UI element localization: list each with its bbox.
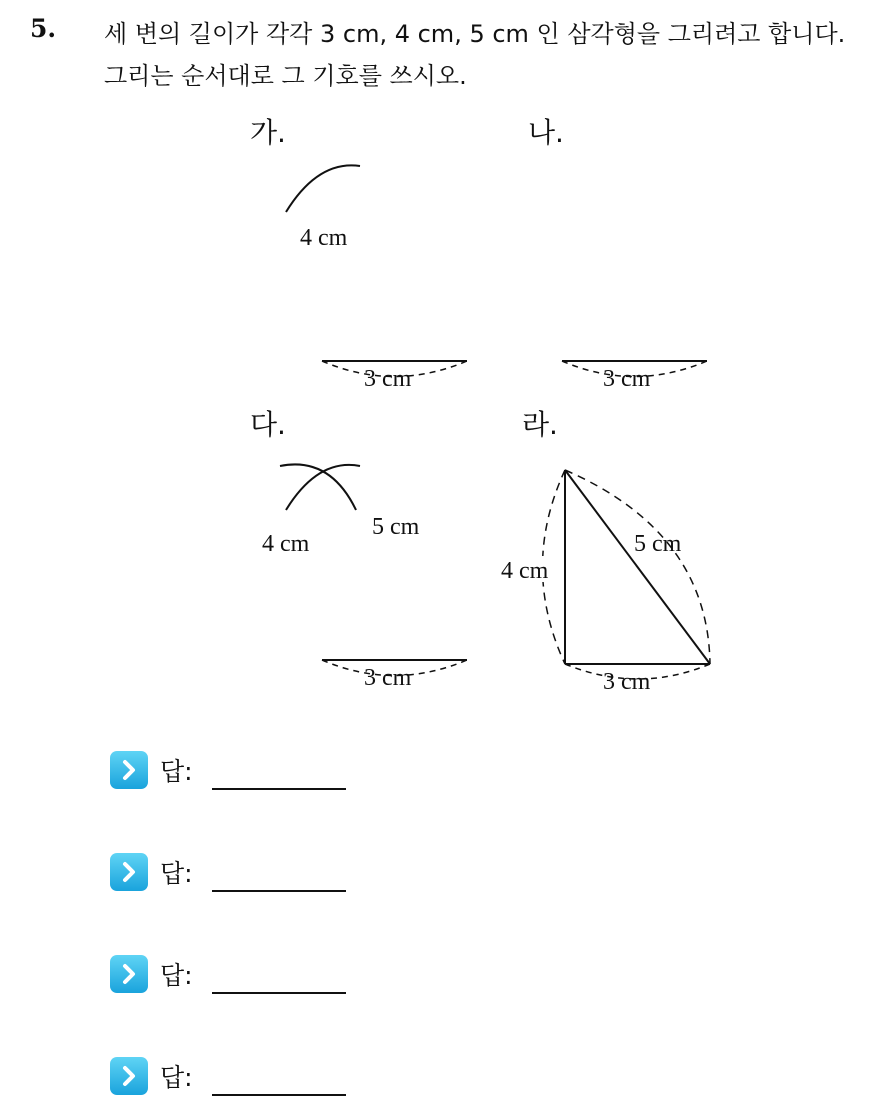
panel-ga <box>250 116 467 392</box>
question-text-line-1: 세 변의 길이가 각각 3 cm, 4 cm, 5 cm 인 삼각형을 그리려고 합니다. <box>104 20 846 48</box>
panel-ra-label: 라. <box>522 408 558 441</box>
chevron-right-icon <box>110 751 148 789</box>
answer-label: 답: <box>160 757 193 786</box>
answer-blank-2[interactable] <box>212 890 346 892</box>
panel-ra <box>500 408 710 695</box>
panel-ra-hyp-label: 5 cm <box>634 531 682 557</box>
question-text-line-2: 그리는 순서대로 그 기호를 쓰시오. <box>104 62 467 90</box>
question-number: 5. <box>30 14 57 43</box>
panel-na <box>528 116 707 392</box>
answer-blank-4[interactable] <box>212 1094 346 1096</box>
panel-na-base-label: 3 cm <box>603 366 651 392</box>
chevron-right-icon <box>110 1057 148 1095</box>
answer-row-4 <box>110 1054 193 1098</box>
panel-da-base-label: 3 cm <box>364 665 412 691</box>
panel-da-arc-right-label: 5 cm <box>372 514 420 540</box>
panel-da <box>250 408 467 691</box>
panel-ra-base-label: 3 cm <box>603 669 651 695</box>
chevron-right-icon <box>110 853 148 891</box>
chevron-right-icon <box>110 955 148 993</box>
panel-da-label: 다. <box>250 408 286 441</box>
panel-ga-base-label: 3 cm <box>364 366 412 392</box>
answer-row-1 <box>110 748 193 792</box>
answer-label: 답: <box>160 1063 193 1092</box>
answer-row-2 <box>110 850 193 894</box>
panel-ra-side-5cm <box>565 470 710 664</box>
panel-ga-arc-label: 4 cm <box>300 225 348 251</box>
panel-ga-arc <box>286 165 360 212</box>
answer-blank-3[interactable] <box>212 992 346 994</box>
panel-ga-label: 가. <box>250 116 286 149</box>
answer-blank-1[interactable] <box>212 788 346 790</box>
answer-row-3 <box>110 952 193 996</box>
answer-label: 답: <box>160 961 193 990</box>
panel-na-label: 나. <box>528 116 564 149</box>
panel-da-arc-left-label: 4 cm <box>262 531 310 557</box>
panel-ra-left-label: 4 cm <box>501 558 549 584</box>
answer-label: 답: <box>160 859 193 888</box>
